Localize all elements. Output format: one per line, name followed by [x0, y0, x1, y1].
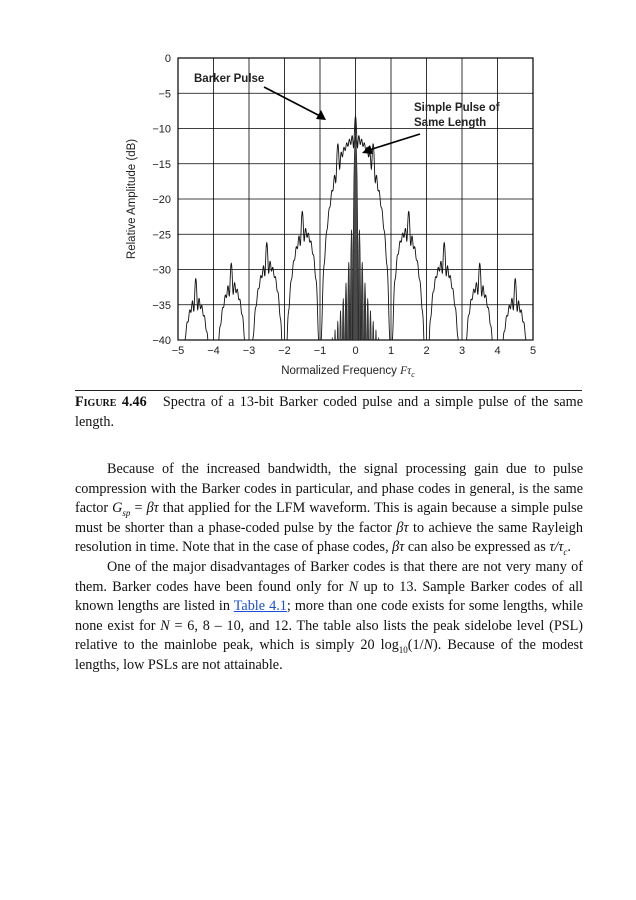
- barker-annotation: Barker Pulse: [194, 73, 265, 85]
- barker-arrow: [264, 87, 320, 116]
- caption-text: Spectra of a 13-bit Barker coded pulse and a simple pulse of the same length.: [75, 394, 583, 430]
- simple-pulse-trace: [261, 136, 449, 340]
- y-axis-label: Relative Amplitude (dB): [126, 138, 138, 260]
- x-tick-label: −5: [171, 345, 185, 357]
- figure-label: Figure 4.46: [75, 394, 147, 410]
- simple-annotation-line2: Same Length: [414, 117, 487, 129]
- y-tick-label: −25: [152, 229, 171, 242]
- y-tick-label: −35: [152, 299, 171, 312]
- paragraph-2: One of the major disadvantages of Barker codes is that there are not very many of them. Barker codes have been found only for N up to 13. Sample Barker codes of all known lengths are listed in Table 4.1; more than one code exists for some lengths, while none exist for N = 6, 8 – 10, and 12. The table also lists the peak sidelobe level (PSL) relative to the mainlobe peak, which is simply 20 $\log_{10}(1/N)$. Because of the modest lengths, low PSLs are not attainable.: [75, 558, 584, 673]
- simple-annotation-line1: Simple Pulse of: [414, 102, 500, 114]
- x-ticks: [172, 345, 536, 357]
- x-axis-label: Normalized Frequency $F\tau_c$: [281, 365, 415, 379]
- x-tick-label: −1: [313, 345, 327, 357]
- x-tick-label: 2: [423, 345, 430, 357]
- y-tick-label: 0: [164, 53, 171, 65]
- table-4-1-link[interactable]: Table 4.1: [233, 598, 287, 615]
- x-tick-label: −4: [207, 345, 220, 357]
- x-tick-label: 1: [387, 345, 395, 357]
- x-tick-label: −3: [242, 345, 256, 357]
- y-tick-label: −20: [152, 194, 171, 206]
- x-tick-label: 3: [458, 345, 466, 357]
- y-tick-label: −10: [152, 123, 171, 136]
- y-tick-label: −40: [152, 335, 171, 347]
- caption-rule: [75, 390, 582, 391]
- simple-pulse-fill: [261, 136, 449, 340]
- body-text: [75, 460, 583, 676]
- y-tick-label: −30: [152, 264, 171, 277]
- x-tick-label: 0: [352, 345, 359, 357]
- y-tick-label: −5: [158, 88, 171, 101]
- x-tick-label: −2: [278, 345, 291, 357]
- y-tick-label: −15: [152, 158, 171, 171]
- y-ticks: [152, 53, 171, 347]
- x-tick-label: 5: [529, 345, 537, 357]
- figure-caption: [75, 392, 583, 432]
- x-tick-label: 4: [494, 345, 501, 357]
- simple-arrowhead: [362, 145, 373, 154]
- spectrum-chart: [118, 40, 558, 385]
- paragraph-1: Because of the increased bandwidth, the signal processing gain due to pulse compression with the Barker codes in particular, and phase codes in general, is the same factor $G_{sp} = \beta\tau$ that applied for the LFM waveform. This is again because a simple pulse must be shorter than a phase-coded pulse by the factor βτ to achieve the same Rayleigh resolution in time. Note that in the case of phase codes, βτ can also be expressed as $\tau/\tau_c$.: [75, 461, 583, 558]
- simple-arrow: [369, 134, 420, 150]
